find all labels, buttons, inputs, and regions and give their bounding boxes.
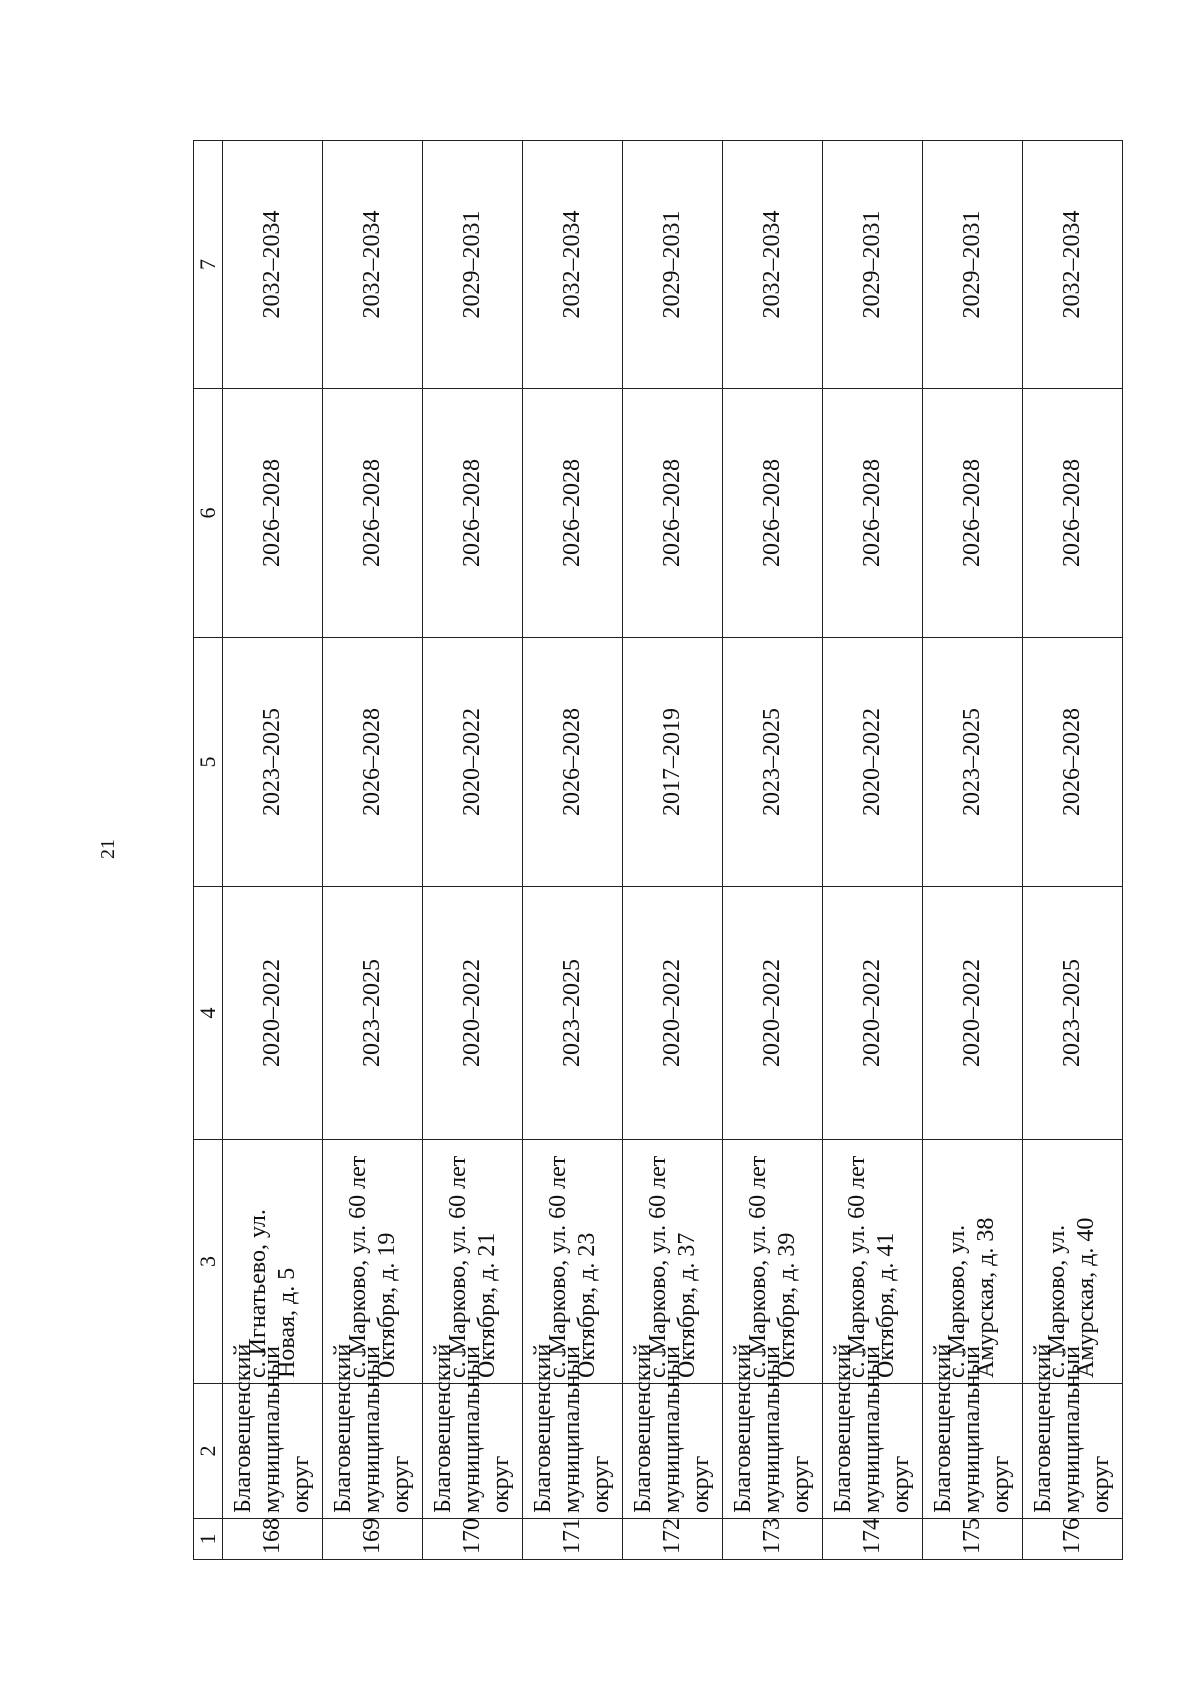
period-cell-5: 2023–2025 — [723, 638, 823, 887]
period-cell-4: 2020–2022 — [623, 887, 723, 1140]
header-cell: 6 — [194, 389, 223, 638]
rotated-table-wrapper — [193, 141, 1123, 1560]
period-cell-5: 2020–2022 — [823, 638, 923, 887]
period-cell-4: 2023–2025 — [523, 887, 623, 1140]
table-row — [323, 141, 423, 1560]
period-cell-6: 2026–2028 — [922, 389, 1022, 638]
period-cell-5: 2017–2019 — [623, 638, 723, 887]
district-cell: Благовещенский муниципальный округ — [823, 1384, 923, 1519]
address-cell: с. Марково, ул. 60 лет Октября, д. 41 — [823, 1140, 923, 1384]
district-cell: Благовещенский муниципальный округ — [323, 1384, 423, 1519]
header-cell: 5 — [194, 638, 223, 887]
period-cell-6: 2026–2028 — [723, 389, 823, 638]
row-number-cell: 175 — [922, 1519, 1022, 1560]
header-cell: 2 — [194, 1384, 223, 1519]
address-cell: с. Марково, ул. Амурская, д. 38 — [922, 1140, 1022, 1384]
table-row — [423, 141, 523, 1560]
address-cell: с. Марково, ул. 60 лет Октября, д. 21 — [423, 1140, 523, 1384]
period-cell-5: 2026–2028 — [523, 638, 623, 887]
period-cell-7: 2029–2031 — [423, 141, 523, 389]
period-cell-4: 2020–2022 — [922, 887, 1022, 1140]
row-number-cell: 170 — [423, 1519, 523, 1560]
header-cell: 7 — [194, 141, 223, 389]
district-cell: Благовещенский муниципальный округ — [1022, 1384, 1122, 1519]
period-cell-4: 2023–2025 — [323, 887, 423, 1140]
period-cell-5: 2023–2025 — [922, 638, 1022, 887]
period-cell-5: 2026–2028 — [1022, 638, 1122, 887]
row-number-cell: 168 — [223, 1519, 323, 1560]
period-cell-4: 2020–2022 — [723, 887, 823, 1140]
address-cell: с. Марково, ул. 60 лет Октября, д. 23 — [523, 1140, 623, 1384]
period-cell-7: 2032–2034 — [323, 141, 423, 389]
district-cell: Благовещенский муниципальный округ — [523, 1384, 623, 1519]
address-cell: с. Марково, ул. Амурская, д. 40 — [1022, 1140, 1122, 1384]
table-row — [823, 141, 923, 1560]
table-row — [1022, 141, 1122, 1560]
row-number-cell: 172 — [623, 1519, 723, 1560]
address-cell: с. Игнатьево, ул. Новая, д. 5 — [223, 1140, 323, 1384]
row-number-cell: 174 — [823, 1519, 923, 1560]
period-cell-5: 2026–2028 — [323, 638, 423, 887]
header-cell: 1 — [194, 1519, 223, 1560]
period-cell-6: 2026–2028 — [823, 389, 923, 638]
period-cell-4: 2023–2025 — [1022, 887, 1122, 1140]
table-row — [922, 141, 1022, 1560]
district-cell: Благовещенский муниципальный округ — [723, 1384, 823, 1519]
period-cell-6: 2026–2028 — [223, 389, 323, 638]
period-cell-7: 2029–2031 — [823, 141, 923, 389]
district-cell: Благовещенский муниципальный округ — [623, 1384, 723, 1519]
table-frame — [193, 141, 1123, 1560]
period-cell-5: 2023–2025 — [223, 638, 323, 887]
period-cell-7: 2032–2034 — [1022, 141, 1122, 389]
table-row — [623, 141, 723, 1560]
table-row — [223, 141, 323, 1560]
period-cell-7: 2029–2031 — [623, 141, 723, 389]
period-cell-5: 2020–2022 — [423, 638, 523, 887]
address-cell: с. Марково, ул. 60 лет Октября, д. 19 — [323, 1140, 423, 1384]
district-cell: Благовещенский муниципальный округ — [423, 1384, 523, 1519]
period-cell-6: 2026–2028 — [1022, 389, 1122, 638]
address-cell: с. Марково, ул. 60 лет Октября, д. 39 — [723, 1140, 823, 1384]
schedule-table — [193, 140, 1123, 1560]
period-cell-6: 2026–2028 — [523, 389, 623, 638]
row-number-cell: 171 — [523, 1519, 623, 1560]
table-row — [723, 141, 823, 1560]
period-cell-7: 2032–2034 — [223, 141, 323, 389]
address-cell: с. Марково, ул. 60 лет Октября, д. 37 — [623, 1140, 723, 1384]
period-cell-6: 2026–2028 — [423, 389, 523, 638]
period-cell-4: 2020–2022 — [423, 887, 523, 1140]
period-cell-7: 2029–2031 — [922, 141, 1022, 389]
row-number-cell: 169 — [323, 1519, 423, 1560]
header-cell: 3 — [194, 1140, 223, 1384]
period-cell-7: 2032–2034 — [523, 141, 623, 389]
district-cell: Благовещенский муниципальный округ — [223, 1384, 323, 1519]
period-cell-4: 2020–2022 — [823, 887, 923, 1140]
header-row — [194, 141, 223, 1560]
period-cell-4: 2020–2022 — [223, 887, 323, 1140]
page-number: 21 — [97, 839, 119, 859]
period-cell-6: 2026–2028 — [623, 389, 723, 638]
row-number-cell: 173 — [723, 1519, 823, 1560]
period-cell-7: 2032–2034 — [723, 141, 823, 389]
table-row — [523, 141, 623, 1560]
row-number-cell: 176 — [1022, 1519, 1122, 1560]
header-cell: 4 — [194, 887, 223, 1140]
district-cell: Благовещенский муниципальный округ — [922, 1384, 1022, 1519]
period-cell-6: 2026–2028 — [323, 389, 423, 638]
